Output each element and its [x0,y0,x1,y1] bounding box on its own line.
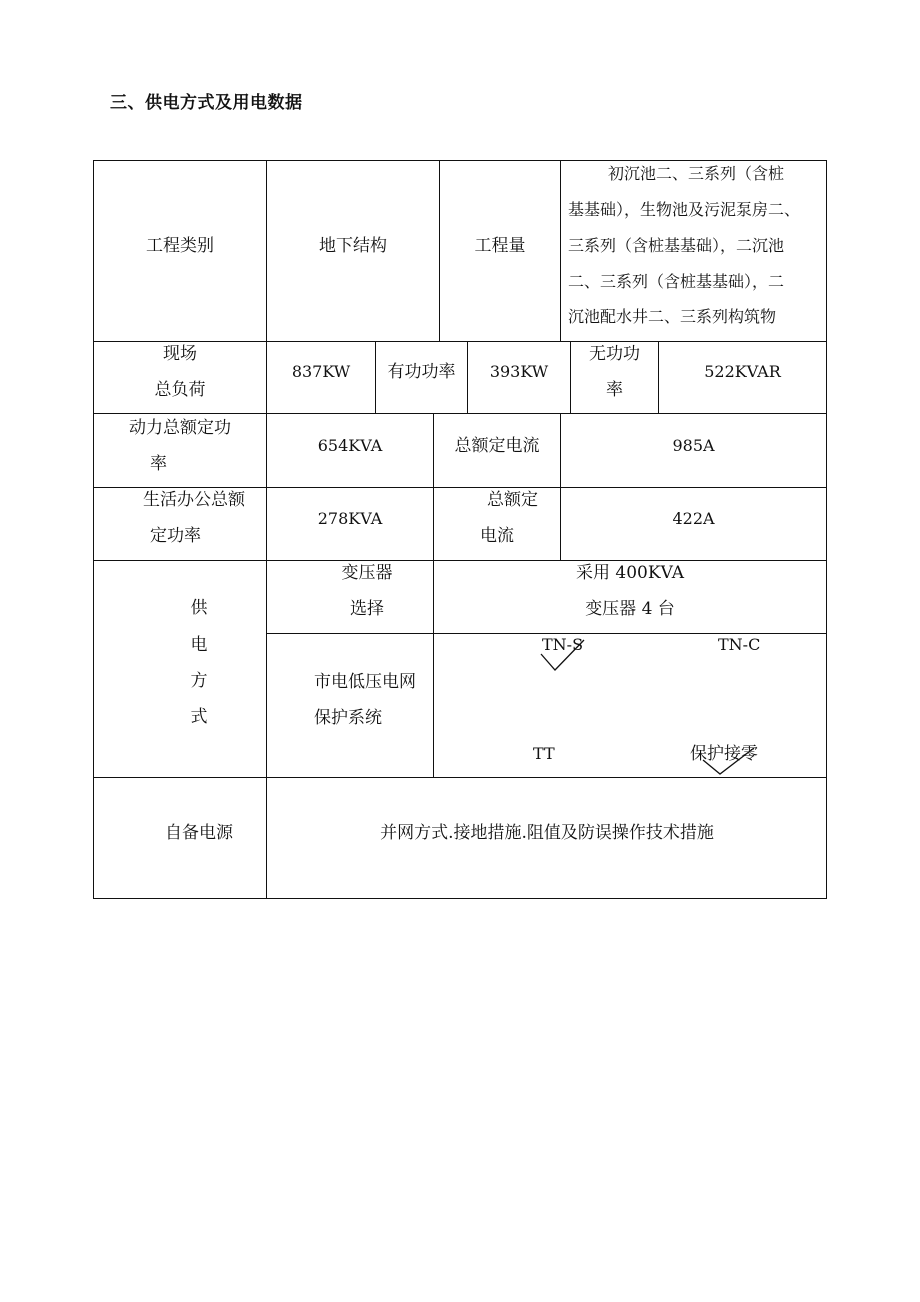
office-current-label: 电流 [480,526,514,546]
total-load-label: 现场 [163,344,197,364]
rated-current-value: 985A [672,436,715,455]
office-current-value: 422A [672,509,715,528]
reactive-power-label: 无功功 [589,344,640,364]
backup-power-value: 并网方式.接地措施.阻值及防误操作技术措施 [380,823,714,843]
supply-mode-label: 供 [190,598,208,618]
power-rated-value: 654KVA [317,436,383,455]
category-label: 工程类别 [146,236,214,256]
transformer-label: 变压器 [341,563,393,583]
transformer-value: 采用 400KVA [576,563,684,583]
quantity-line: 二、三系列（含桩基基础），二 [568,272,785,291]
office-rated-value: 278KVA [317,509,383,528]
office-current-label: 总额定 [487,490,538,510]
total-load-value: 837KW [291,362,351,381]
office-rated-label: 定功率 [150,526,201,546]
grid-protection-label: 保护系统 [314,708,382,728]
option-tt: TT [533,744,555,763]
power-rated-label: 率 [150,454,167,474]
table-border-bottom [93,898,827,899]
option-protective-neutral: 保护接零 [690,744,758,764]
active-power-value: 393KW [489,362,549,381]
option-tn-s: TN-S [542,635,584,654]
reactive-power-value: 522KVAR [704,362,781,381]
checkmark-icon [538,636,588,672]
grid-protection-label: 市电低压电网 [314,672,416,692]
section-heading: 三、供电方式及用电数据 [110,93,303,113]
transformer-value: 变压器 4 台 [585,599,675,619]
checkmark-icon [700,744,758,776]
table-border-right [826,160,827,899]
reactive-power-label: 率 [606,380,623,400]
supply-mode-label: 电 [190,635,208,655]
quantity-line: 沉池配水井二、三系列构筑物 [568,307,777,326]
rated-current-label: 总额定电流 [454,436,540,456]
power-rated-label: 动力总额定功 [129,418,231,438]
quantity-line: 初沉池二、三系列（含桩 [608,164,785,183]
col-divider [560,160,561,342]
total-load-label: 总负荷 [154,380,206,400]
category-value: 地下结构 [319,236,387,256]
supply-mode-label: 方 [190,671,208,691]
row-divider [93,777,827,778]
supply-mode-label: 式 [190,707,208,727]
transformer-label: 选择 [350,599,384,619]
quantity-label: 工程量 [474,236,526,256]
backup-power-label: 自备电源 [165,823,233,843]
quantity-line: 基基础），生物池及污泥泵房二、 [568,200,801,219]
office-rated-label: 生活办公总额 [143,490,245,510]
table-border-left [93,160,94,899]
quantity-line: 三系列（含桩基基础），二沉池 [568,236,785,255]
option-tn-c: TN-C [718,635,761,654]
active-power-label: 有功功率 [387,362,456,382]
